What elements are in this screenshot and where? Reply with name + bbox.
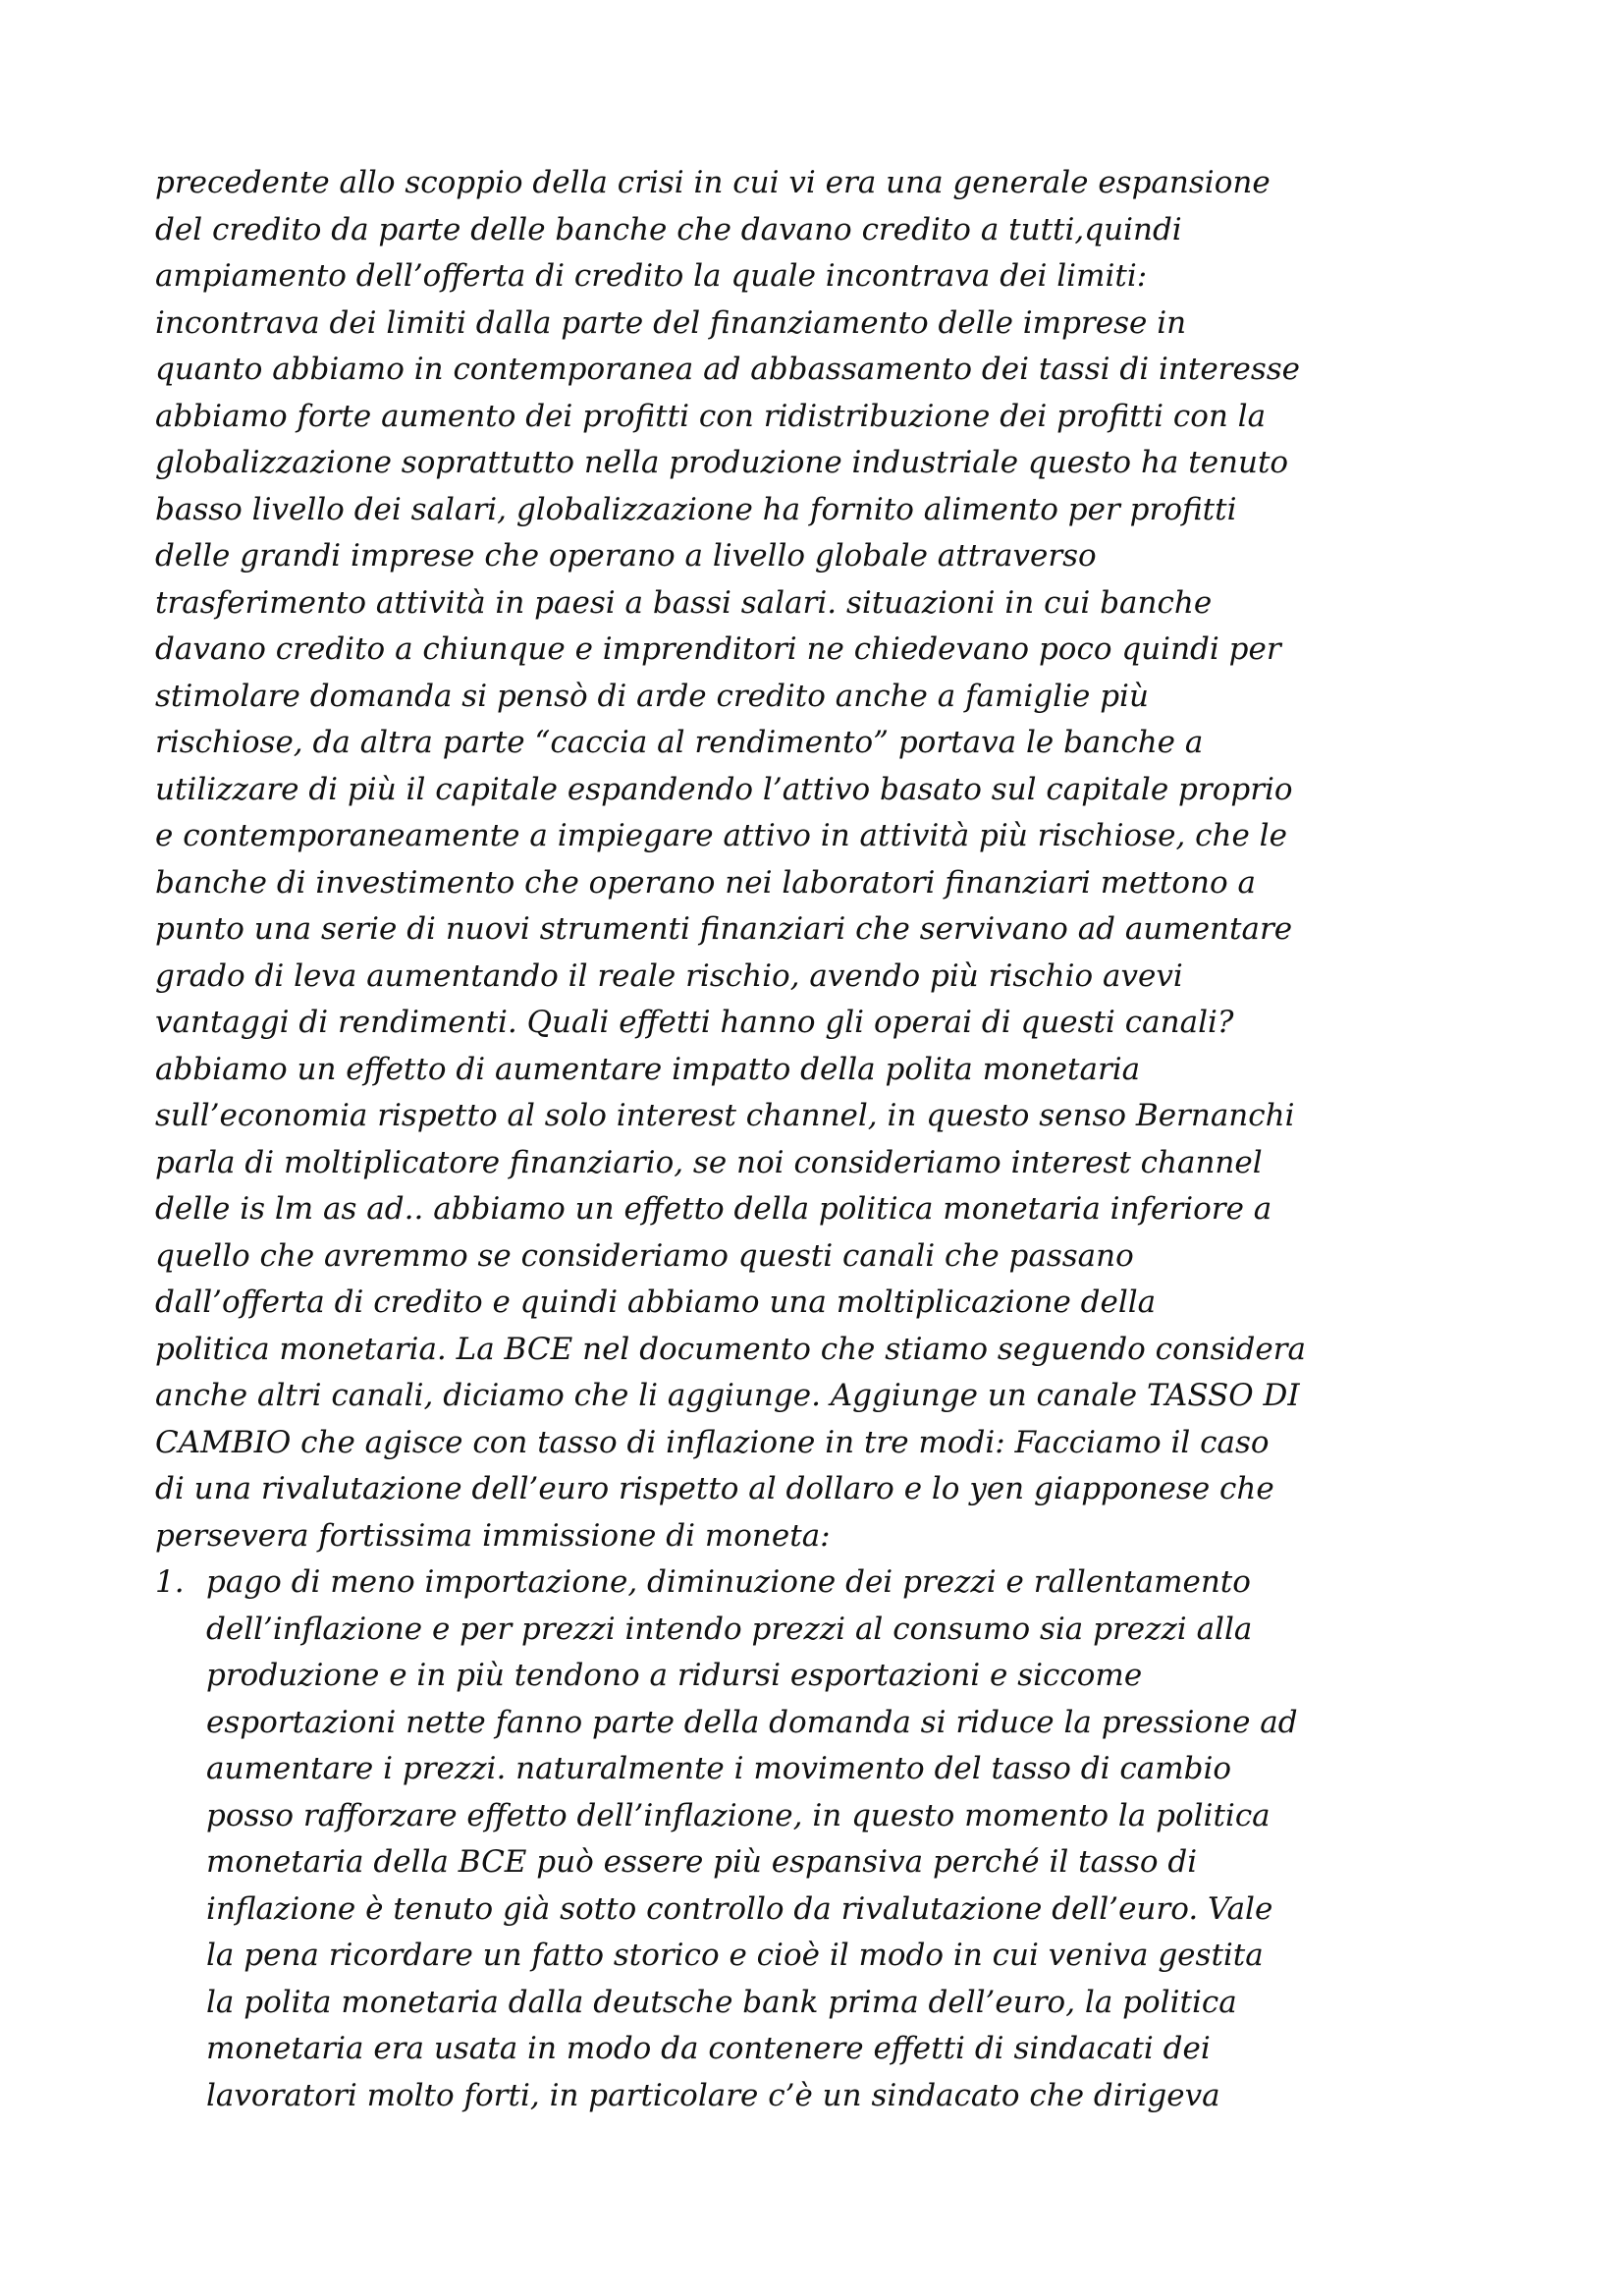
paragraph xyxy=(155,160,1500,1559)
text-line: rischiose, da altra parte “caccia al rendimento” portava le banche a xyxy=(155,725,1204,760)
text-line: politica monetaria. La BCE nel documento che stiamo seguendo considera xyxy=(155,1331,1306,1367)
text-line: parla di moltiplicatore finanziario, se noi consideriamo interest channel xyxy=(155,1144,1263,1180)
text-line: delle grandi imprese che operano a livello globale attraverso xyxy=(155,538,1097,574)
text-line: banche di investimento che operano nei laboratori finanziari mettono a xyxy=(155,864,1256,901)
text-line: vantaggi di rendimenti. Quali effetti hanno gli operai di questi canali? xyxy=(155,1005,1234,1040)
text-line: del credito da parte delle banche che davano credito a tutti,quindi xyxy=(155,211,1182,247)
list-text-line: la pena ricordare un fatto storico e cioè il modo in cui veniva gestita xyxy=(206,1938,1264,1973)
list-text-line: produzione e in più tendono a ridursi esportazioni e siccome xyxy=(206,1658,1143,1693)
list-number: 1. xyxy=(155,1564,185,1600)
text-line: quanto abbiamo in contemporanea ad abbassamento dei tassi di interesse xyxy=(155,352,1301,387)
text-line: persevera fortissima immissione di moneta: xyxy=(155,1517,831,1554)
text-line: delle is lm as ad.. abbiamo un effetto della politica monetaria inferiore a xyxy=(155,1191,1272,1227)
text-line: basso livello dei salari, globalizzazione ha fornito alimento per profitti xyxy=(155,491,1237,527)
list-text-line: inflazione è tenuto già sotto controllo da rivalutazione dell’euro. Vale xyxy=(206,1890,1273,1927)
list-text-line: monetaria della BCE può essere più espansiva perché il tasso di xyxy=(206,1844,1198,1880)
handwritten-notes xyxy=(155,160,1500,2119)
text-line: quello che avremmo se consideriamo questi canali che passano xyxy=(155,1237,1134,1274)
text-line: sull’economia rispetto al solo interest channel, in questo senso Bernanchi xyxy=(155,1098,1295,1133)
text-line: incontrava dei limiti dalla parte del finanziamento delle imprese in xyxy=(155,304,1187,341)
list-text-line: dell’inflazione e per prezzi intendo prezzi al consumo sia prezzi alla xyxy=(206,1611,1253,1647)
text-line: ampiamento dell’offerta di credito la quale incontrava dei limiti: xyxy=(155,258,1148,294)
list-text-line: monetaria era usata in modo da contenere effetti di sindacati dei xyxy=(206,2031,1211,2066)
text-line: utilizzare di più il capitale espandendo l’attivo basato sul capitale proprio xyxy=(155,771,1293,807)
text-line: precedente allo scoppio della crisi in cui vi era una generale espansione xyxy=(155,165,1271,200)
text-line: dall’offerta di credito e quindi abbiamo una moltiplicazione della xyxy=(155,1285,1157,1320)
text-line: abbiamo un effetto di aumentare impatto della polita monetaria xyxy=(155,1051,1141,1087)
text-line: abbiamo forte aumento dei profitti con ridistribuzione dei profitti con la xyxy=(155,398,1267,434)
text-line: punto una serie di nuovi strumenti finanziari che servivano ad aumentare xyxy=(155,911,1293,947)
text-line: davano credito a chiunque e imprenditori ne chiedevano poco quindi per xyxy=(155,631,1281,667)
text-line: CAMBIO che agisce con tasso di inflazione in tre modi: Facciamo il caso xyxy=(155,1424,1270,1460)
text-line: di una rivalutazione dell’euro rispetto al dollaro e lo yen giapponese che xyxy=(155,1471,1274,1506)
text-line: e contemporaneamente a impiegare attivo in attività più rischiose, che le xyxy=(155,818,1287,853)
numbered-list-item xyxy=(155,1559,1500,2119)
text-line: trasferimento attività in paesi a bassi salari. situazioni in cui banche xyxy=(155,584,1213,621)
list-text-line: la polita monetaria dalla deutsche bank prima dell’euro, la politica xyxy=(206,1984,1237,2020)
text-line: grado di leva aumentando il reale rischio, avendo più rischio avevi xyxy=(155,957,1183,994)
list-text-line: posso rafforzare effetto dell’inflazione, in questo momento la politica xyxy=(206,1797,1271,1833)
list-text-line: aumentare i prezzi. naturalmente i movimento del tasso di cambio xyxy=(206,1751,1232,1786)
list-text-line: pago di meno importazione, diminuzione dei prezzi e rallentamento xyxy=(206,1564,1251,1600)
list-text-line: lavoratori molto forti, in particolare c’è un sindacato che dirigeva xyxy=(206,2077,1220,2113)
text-line: globalizzazione soprattutto nella produzione industriale questo ha tenuto xyxy=(155,445,1289,480)
text-line: stimolare domanda si pensò di arde credito anche a famiglie più xyxy=(155,678,1149,714)
list-text-line: esportazioni nette fanno parte della domanda si riduce la pressione ad xyxy=(206,1704,1298,1740)
text-line: anche altri canali, diciamo che li aggiunge. Aggiunge un canale TASSO DI xyxy=(155,1378,1300,1413)
